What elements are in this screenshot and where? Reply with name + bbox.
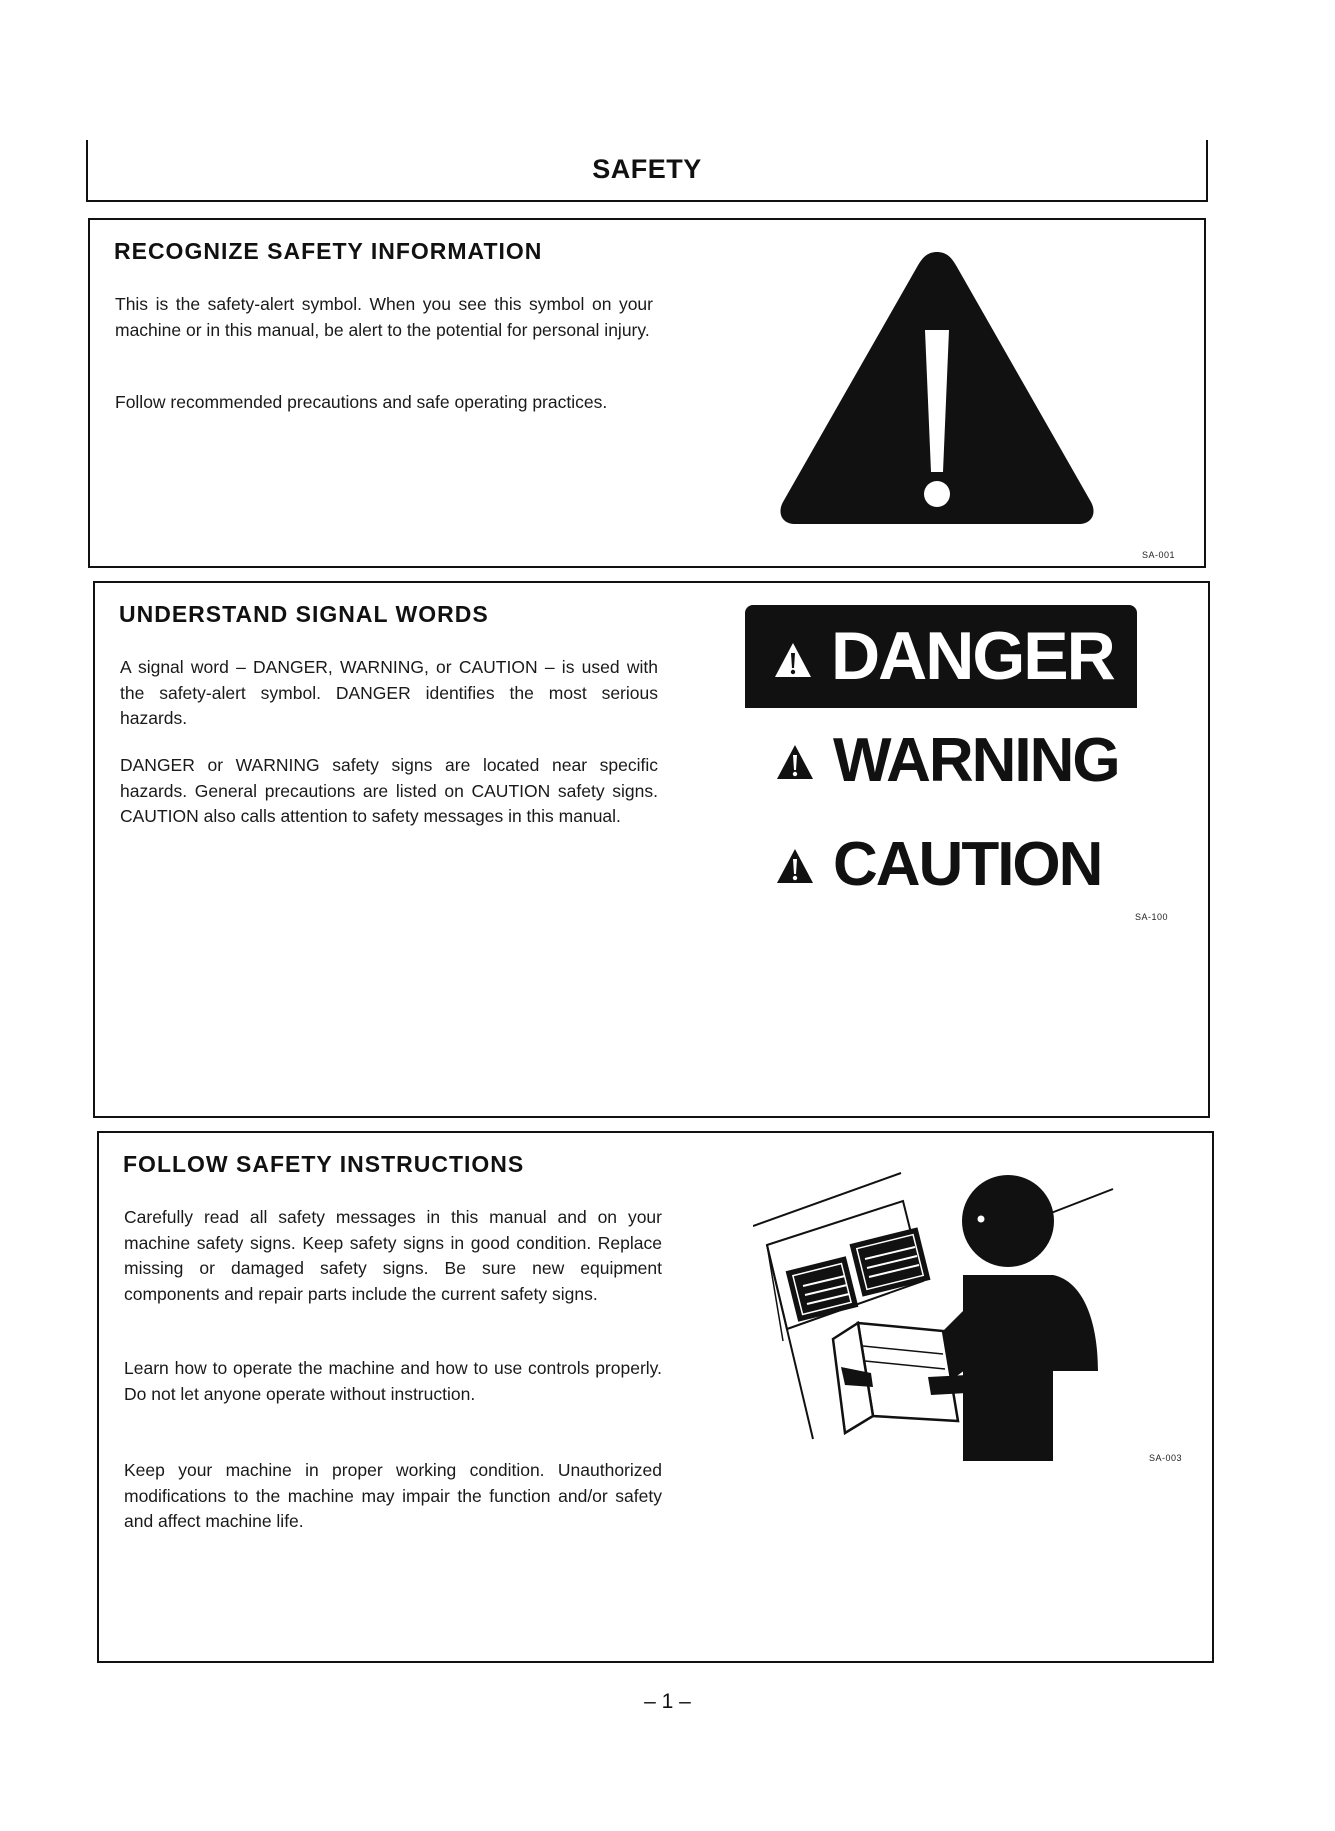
figure-code: SA-001 [1142, 550, 1176, 560]
figure-code: SA-100 [1135, 912, 1169, 922]
figure-code: SA-003 [1149, 1453, 1183, 1463]
warning-alert-icon [775, 743, 815, 781]
section-paragraph: Follow recommended precautions and safe operating practices. [115, 392, 608, 412]
section-title: UNDERSTAND SIGNAL WORDS [119, 601, 489, 627]
danger-label: DANGER [831, 618, 1114, 694]
safety-sign-decal [850, 1227, 931, 1296]
section-understand-signal-words [93, 581, 1210, 1118]
danger-sign [745, 605, 1137, 708]
caution-alert-icon [775, 847, 815, 885]
section-paragraph: Keep your machine in proper working condition. Unauthorized modifications to the machine may impair the function and/or safety and affect machine life. [124, 1460, 662, 1531]
page-number: – 1 – [644, 1690, 691, 1713]
safety-sign-decal [786, 1256, 859, 1321]
page-header [86, 140, 1208, 202]
section-paragraph: This is the safety-alert symbol. When you see this symbol on your machine or in this manual, be alert to the potential for personal injury. [115, 294, 653, 340]
safety-alert-triangle-icon [777, 240, 1097, 530]
section-paragraph: Carefully read all safety messages in this manual and on your machine safety signs. Keep safety signs in good condition. Replace missing or damaged safety signs. Be sure new equipment components and repair parts include the current safety signs. [124, 1207, 662, 1304]
section-recognize-safety-information [88, 218, 1206, 568]
section-paragraph: DANGER or WARNING safety signs are located near specific hazards. General precautions are listed on CAUTION safety signs. CAUTION also calls attention to safety messages in this manual. [120, 755, 658, 826]
caution-label: CAUTION [833, 830, 1102, 899]
section-paragraph: A signal word – DANGER, WARNING, or CAUTION – is used with the safety-alert symbol. DANGER identifies the most serious hazards. [120, 657, 658, 728]
page-title: SAFETY [592, 154, 702, 184]
section-follow-safety-instructions [97, 1131, 1214, 1663]
section-title: RECOGNIZE SAFETY INFORMATION [114, 238, 543, 264]
person-reading-manual-icon [753, 1171, 1143, 1471]
danger-alert-icon [773, 641, 813, 679]
warning-label: WARNING [833, 726, 1119, 795]
section-paragraph: Learn how to operate the machine and how to use controls properly. Do not let anyone operate without instruction. [124, 1358, 662, 1404]
section-title: FOLLOW SAFETY INSTRUCTIONS [123, 1151, 525, 1177]
signal-words-figure [745, 605, 1145, 899]
